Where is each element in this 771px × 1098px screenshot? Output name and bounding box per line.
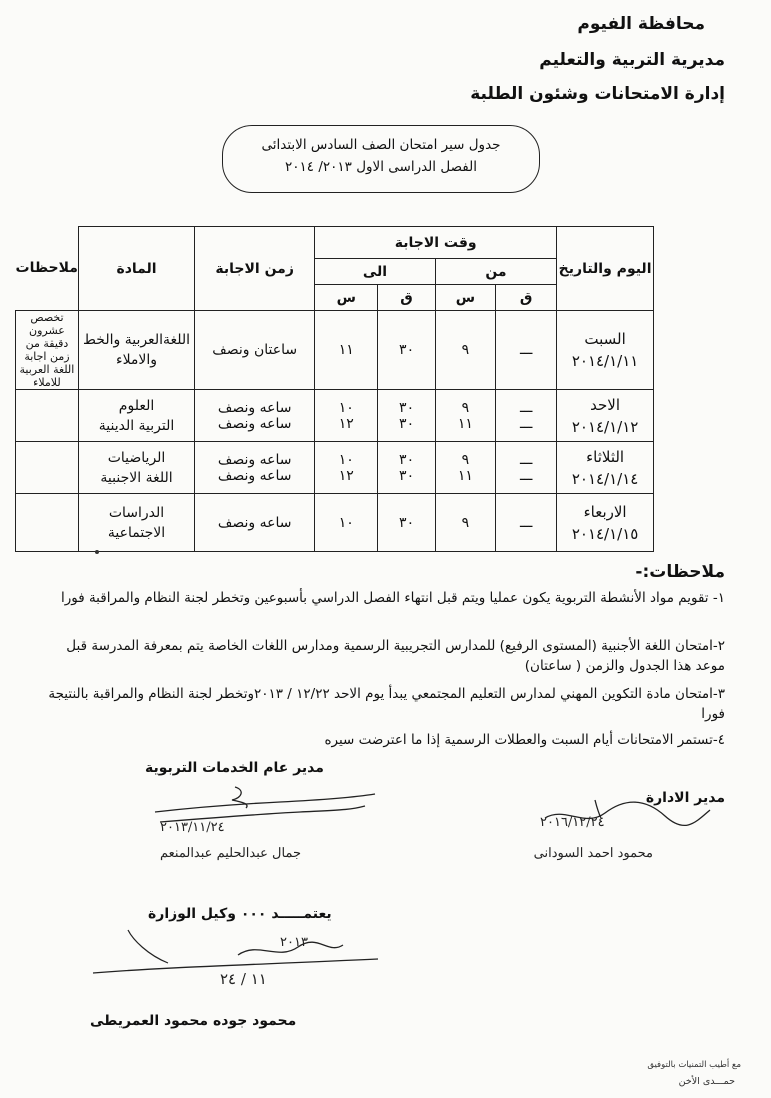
from-hour: ١١ (457, 415, 473, 432)
from-hour: ٩ (461, 451, 470, 468)
from-minute: ـــ (519, 467, 533, 484)
exam-date: ٢٠١٤/١/١٥ (571, 524, 639, 543)
subject: اللغة الاجنبية (100, 469, 173, 486)
table-row (16, 311, 654, 390)
services-name: جمال عبدالحليم عبدالمنعم (160, 846, 302, 861)
col-subject-header: المادة (78, 227, 194, 311)
services-sign-date: ٢٠١٣/١١/٢٤ (160, 820, 225, 835)
approval-sign-date2: ١١ / ٢٤ (220, 970, 267, 988)
duration: ساعه ونصف (217, 399, 292, 416)
approval-sign-date: ٢٠١٣ (280, 935, 308, 950)
to-minute: ٣٠ (399, 399, 415, 416)
footer-author: حمـــدى الأخن (678, 1076, 735, 1087)
col-to-header: الى (315, 259, 436, 285)
day-name: الاربعاء (583, 502, 627, 521)
duration: ساعه ونصف (195, 494, 315, 552)
day-name: الاحد (590, 395, 621, 414)
from-hour: ٩ (461, 399, 470, 416)
subject: الرياضيات (107, 449, 166, 466)
to-minute: ٣٠ (399, 415, 415, 432)
col-to-min: ق (378, 285, 435, 311)
row-notes (16, 442, 79, 494)
from-hour: ٩ (435, 494, 495, 552)
exam-date: ٢٠١٤/١/١٢ (571, 417, 639, 436)
from-hour: ١١ (457, 467, 473, 484)
col-answer-time-header: وقت الاجابة (315, 227, 557, 259)
scan-speck (95, 550, 99, 554)
governorate-name: محافظة الفيوم (577, 14, 705, 34)
to-hour: ١٠ (315, 494, 378, 552)
schedule-term: الفصل الدراسى الاول ٢٠١٣/ ٢٠١٤ (285, 159, 477, 175)
row-notes (16, 390, 79, 442)
table-row (16, 390, 654, 442)
admin-sign-date: ٢٠١٦/١٢/٢٤ (540, 815, 605, 830)
table-row (16, 442, 654, 494)
to-minute: ٣٠ (378, 311, 435, 390)
approval-title: يعتمـــــد ٠٠٠ وكيل الوزارة (148, 906, 332, 922)
duration: ساعه ونصف (217, 451, 292, 468)
admin-title: مدير الادارة (645, 790, 725, 806)
col-from-min: ق (496, 285, 557, 311)
from-minute: ـــ (496, 311, 557, 390)
col-from-hour: س (435, 285, 495, 311)
day-name: الثلاثاء (586, 447, 625, 466)
services-title: مدير عام الخدمات التربوية (145, 760, 324, 776)
col-duration-header: زمن الاجابة (195, 227, 315, 311)
duration: ساعه ونصف (217, 415, 292, 432)
to-hour: ١١ (315, 311, 378, 390)
table-row (16, 494, 654, 552)
from-minute: ـــ (519, 415, 533, 432)
to-hour: ١٠ (338, 451, 354, 468)
day-name: السبت (584, 330, 626, 348)
remark-item: ٤-تستمر الامتحانات أيام السبت والعطلات الرسمية إذا ما اعترضت سيره (324, 732, 725, 748)
to-minute: ٣٠ (399, 467, 415, 484)
remark-item: ١- تقويم مواد الأنشطة التربوية يكون عمليا ويتم قبل انتهاء الفصل الدراسي بأسبوعين وتخطر لجنة النظام والمراقبة فورا (60, 590, 725, 606)
minister-name: محمود جوده محمود العمريطى (90, 1013, 297, 1029)
subject: العلوم (118, 397, 155, 414)
col-from-header: من (435, 259, 556, 285)
duration: ساعتان ونصف (195, 311, 315, 390)
col-to-hour: س (315, 285, 378, 311)
footer-wish: مع أطيب التمنيات بالتوفيق (647, 1060, 741, 1070)
remark-item: ٣-امتحان مادة التكوين المهني لمدارس التعليم المجتمعي يبدأ يوم الاحد ١٢/٢٢ / ٢٠١٣وتخطر لجنة النظام والمراقبة بالنتيجة فورا (48, 686, 725, 722)
from-minute: ـــ (519, 399, 533, 416)
to-minute: ٣٠ (378, 494, 435, 552)
directorate-name: مديرية التربية والتعليم (539, 50, 725, 70)
row-notes (16, 494, 79, 552)
from-minute: ـــ (519, 451, 533, 468)
subject: الدراسات الاجتماعية (78, 494, 194, 552)
subject: التربية الدينية (98, 417, 175, 434)
admin-name: محمود احمد السودانى (533, 846, 653, 861)
exam-date: ٢٠١٤/١/١١ (571, 352, 639, 370)
duration: ساعه ونصف (217, 467, 292, 484)
subject: اللغةالعربية والخط والاملاء (78, 311, 194, 390)
col-day-header: اليوم والتاريخ (557, 227, 654, 311)
row-notes: تخصص عشرون دقيقة من زمن اجابة اللغة العربية للاملاء (16, 311, 79, 390)
exam-schedule-table (15, 226, 654, 552)
remarks-heading: ملاحظات:- (635, 562, 725, 582)
to-hour: ١٠ (338, 399, 354, 416)
exam-date: ٢٠١٤/١/١٤ (571, 469, 639, 488)
schedule-title: جدول سير امتحان الصف السادس الابتدائى (261, 137, 501, 153)
to-hour: ١٢ (338, 415, 354, 432)
remark-item: ٢-امتحان اللغة الأجنبية (المستوى الرفيع) للمدارس التجريبية الرسمية ومدارس اللغات الخاصة يتم بمعرفة المدرسة قبل موعد هذا الجدول والزمن ( ساعتان) (66, 638, 725, 674)
to-minute: ٣٠ (399, 451, 415, 468)
admin-signature (535, 788, 715, 838)
department-name: إدارة الامتحانات وشئون الطلبة (470, 84, 725, 104)
schedule-title-box (222, 125, 540, 193)
from-minute: ـــ (496, 494, 557, 552)
col-notes-header: ملاحظات (16, 227, 79, 311)
from-hour: ٩ (435, 311, 495, 390)
to-hour: ١٢ (338, 467, 354, 484)
